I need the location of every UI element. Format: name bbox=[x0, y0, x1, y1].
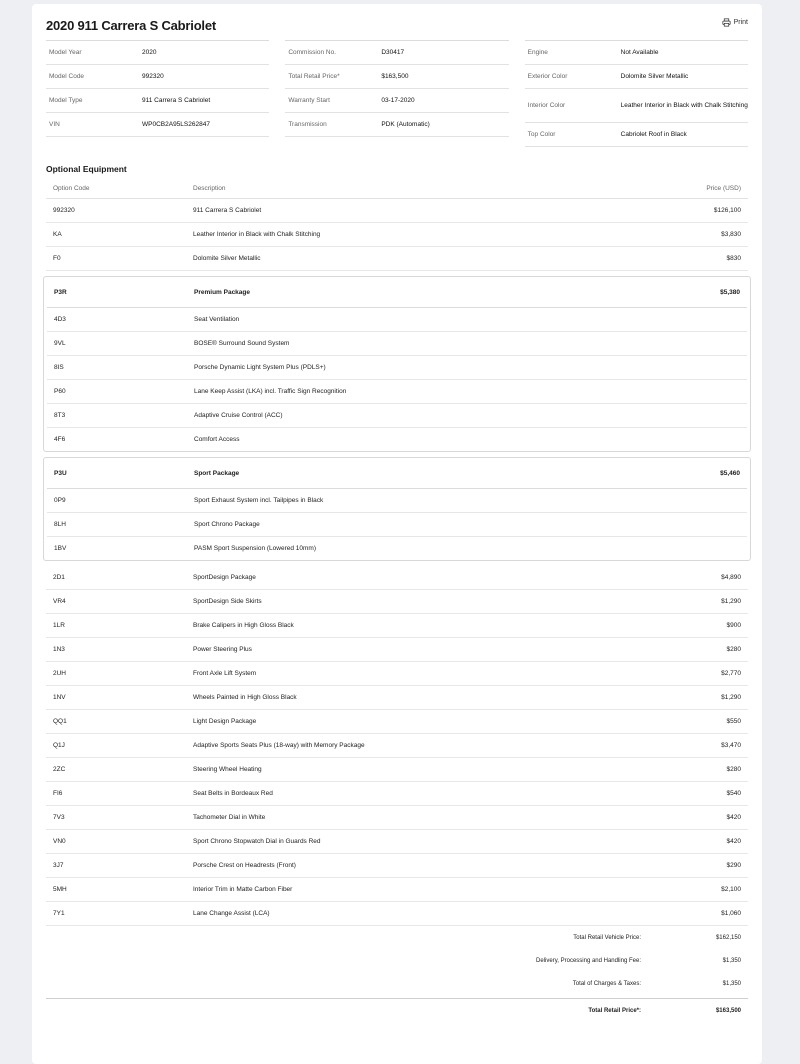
summary-label: Delivery, Processing and Handling Fee: bbox=[536, 957, 641, 964]
printer-icon bbox=[722, 18, 731, 27]
option-description: Sport Chrono Stopwatch Dial in Guards Red bbox=[193, 838, 321, 845]
option-description: Comfort Access bbox=[194, 436, 240, 443]
window-sticker-card bbox=[32, 4, 762, 1064]
option-description: Seat Belts in Bordeaux Red bbox=[193, 790, 273, 797]
summary-row bbox=[46, 972, 748, 995]
option-price: $3,470 bbox=[721, 742, 741, 749]
summary-label: Total Retail Vehicle Price: bbox=[573, 934, 641, 941]
info-label: Exterior Color bbox=[527, 73, 568, 80]
info-label: Model Year bbox=[49, 49, 82, 56]
option-code: 1N3 bbox=[53, 646, 65, 653]
option-description: Wheels Painted in High Gloss Black bbox=[193, 694, 297, 701]
option-code: 4F6 bbox=[54, 436, 66, 443]
info-label: Commission No. bbox=[288, 49, 337, 56]
info-value: 992320 bbox=[142, 72, 164, 80]
info-value: $163,500 bbox=[381, 72, 409, 80]
info-row bbox=[285, 41, 508, 65]
summary-row bbox=[46, 926, 748, 949]
summary-label: Total of Charges & Taxes: bbox=[572, 980, 641, 987]
vehicle-info bbox=[46, 40, 748, 147]
option-description: SportDesign Side Skirts bbox=[193, 598, 262, 605]
summary-value: $1,350 bbox=[722, 980, 741, 987]
option-code: VR4 bbox=[53, 598, 66, 605]
option-code: 2D1 bbox=[53, 574, 65, 581]
table-row bbox=[47, 513, 747, 537]
option-price: $420 bbox=[726, 838, 741, 845]
table-row bbox=[46, 662, 748, 686]
option-price: $3,830 bbox=[721, 231, 741, 238]
option-description: 911 Carrera S Cabriolet bbox=[193, 207, 262, 214]
table-row bbox=[47, 489, 747, 513]
option-description: Front Axle Lift System bbox=[193, 670, 257, 677]
option-code: 9VL bbox=[54, 340, 66, 347]
option-code: F0 bbox=[53, 255, 61, 262]
header-price: Price (USD) bbox=[706, 185, 741, 192]
table-row bbox=[46, 566, 748, 590]
option-price: $1,290 bbox=[721, 598, 741, 605]
info-column-3 bbox=[525, 40, 748, 147]
table-row bbox=[46, 854, 748, 878]
info-value: Cabriolet Roof in Black bbox=[620, 130, 687, 138]
option-description: Adaptive Cruise Control (ACC) bbox=[194, 412, 283, 419]
info-label: VIN bbox=[49, 121, 60, 128]
info-value: Dolomite Silver Metallic bbox=[620, 72, 689, 80]
info-label: Interior Color bbox=[527, 102, 566, 109]
info-label: Total Retail Price* bbox=[288, 73, 340, 80]
option-description: PASM Sport Suspension (Lowered 10mm) bbox=[194, 545, 316, 552]
option-price: $1,060 bbox=[721, 910, 741, 917]
table-row bbox=[46, 758, 748, 782]
info-value: 911 Carrera S Cabriolet bbox=[142, 96, 211, 104]
info-value: PDK (Automatic) bbox=[381, 120, 430, 128]
option-description: Sport Package bbox=[194, 469, 240, 477]
option-price: $290 bbox=[726, 862, 741, 869]
option-description: Leather Interior in Black with Chalk Stitching bbox=[193, 231, 321, 238]
info-row bbox=[525, 89, 748, 123]
option-description: Lane Keep Assist (LKA) incl. Traffic Sign Recognition bbox=[194, 388, 347, 395]
option-code: 992320 bbox=[53, 207, 75, 214]
option-description: Porsche Dynamic Light System Plus (PDLS+) bbox=[194, 364, 326, 371]
info-label: Top Color bbox=[527, 131, 556, 138]
option-price: $550 bbox=[726, 718, 741, 725]
option-price: $2,100 bbox=[721, 886, 741, 893]
table-row bbox=[46, 782, 748, 806]
option-description: Lane Change Assist (LCA) bbox=[193, 910, 270, 917]
option-code: P3U bbox=[54, 469, 67, 477]
option-code: P60 bbox=[54, 388, 66, 395]
option-description: Tachometer Dial in White bbox=[193, 814, 266, 821]
info-value: D30417 bbox=[381, 48, 405, 56]
info-value: 03-17-2020 bbox=[381, 96, 415, 104]
table-row bbox=[46, 710, 748, 734]
page-title: 2020 911 Carrera S Cabriolet bbox=[46, 18, 217, 33]
table-row bbox=[46, 614, 748, 638]
option-code: 1NV bbox=[53, 694, 66, 701]
info-value: WP0CB2A95LS262847 bbox=[142, 120, 210, 128]
option-code: Q1J bbox=[53, 742, 65, 749]
option-description: Steering Wheel Heating bbox=[193, 766, 262, 773]
option-code: FI6 bbox=[53, 790, 63, 797]
info-label: Warranty Start bbox=[288, 97, 330, 104]
option-description: Premium Package bbox=[194, 288, 251, 296]
table-row bbox=[47, 308, 747, 332]
table-row bbox=[46, 830, 748, 854]
table-row bbox=[46, 902, 748, 926]
info-label: Engine bbox=[527, 49, 548, 56]
summary-value: $1,350 bbox=[722, 957, 741, 964]
table-row bbox=[46, 806, 748, 830]
info-value: Not Available bbox=[620, 48, 659, 56]
info-row bbox=[525, 41, 748, 65]
total-value: $163,500 bbox=[715, 1007, 741, 1014]
table-row bbox=[46, 590, 748, 614]
option-code: 4D3 bbox=[54, 316, 66, 323]
option-code: KA bbox=[53, 231, 62, 238]
option-price: $4,890 bbox=[721, 574, 741, 581]
info-value: 2020 bbox=[142, 48, 157, 56]
option-price: $2,770 bbox=[721, 670, 741, 677]
info-label: Transmission bbox=[288, 121, 327, 128]
table-header bbox=[46, 179, 748, 199]
option-description: Adaptive Sports Seats Plus (18-way) with Memory Package bbox=[193, 742, 365, 749]
option-price: $5,380 bbox=[720, 288, 740, 296]
header-option-code: Option Code bbox=[53, 185, 90, 192]
table-row bbox=[46, 686, 748, 710]
total-row bbox=[46, 998, 748, 1022]
package-group bbox=[43, 457, 751, 561]
price-summary bbox=[46, 926, 748, 1022]
option-price: $420 bbox=[726, 814, 741, 821]
info-row bbox=[525, 65, 748, 89]
info-row bbox=[285, 89, 508, 113]
option-code: 1BV bbox=[54, 545, 67, 552]
option-code: 2ZC bbox=[53, 766, 66, 773]
table-row bbox=[47, 404, 747, 428]
info-column-2 bbox=[285, 40, 508, 147]
info-row bbox=[285, 65, 508, 89]
option-description: Porsche Crest on Headrests (Front) bbox=[193, 862, 296, 869]
option-description: Sport Exhaust System incl. Tailpipes in Black bbox=[194, 497, 324, 504]
table-row bbox=[47, 537, 747, 560]
package-group bbox=[43, 276, 751, 452]
option-code: P3R bbox=[54, 288, 67, 296]
option-price: $280 bbox=[726, 766, 741, 773]
table-row bbox=[46, 247, 748, 271]
option-code: 8LH bbox=[54, 521, 66, 528]
info-column-1 bbox=[46, 40, 269, 147]
table-row bbox=[47, 380, 747, 404]
table-row bbox=[46, 734, 748, 758]
option-description: Brake Calipers in High Gloss Black bbox=[193, 622, 294, 629]
table-row bbox=[46, 878, 748, 902]
table-row bbox=[47, 332, 747, 356]
option-code: 3J7 bbox=[53, 862, 64, 869]
option-price: $900 bbox=[726, 622, 741, 629]
print-label: Print bbox=[733, 19, 748, 26]
option-code: VN0 bbox=[53, 838, 66, 845]
option-code: QQ1 bbox=[53, 718, 67, 725]
option-description: Interior Trim in Matte Carbon Fiber bbox=[193, 886, 293, 893]
info-label: Model Code bbox=[49, 73, 85, 80]
table-row bbox=[47, 428, 747, 451]
option-price: $280 bbox=[726, 646, 741, 653]
options-table bbox=[46, 179, 748, 1022]
info-row bbox=[285, 113, 508, 137]
info-row bbox=[46, 89, 269, 113]
total-label: Total Retail Price*: bbox=[588, 1007, 641, 1014]
option-code: 2UH bbox=[53, 670, 67, 677]
info-row bbox=[46, 41, 269, 65]
option-price: $1,290 bbox=[721, 694, 741, 701]
option-description: BOSE® Surround Sound System bbox=[194, 340, 290, 347]
option-code: 7V3 bbox=[53, 814, 65, 821]
option-description: Power Steering Plus bbox=[193, 646, 252, 653]
table-row bbox=[47, 277, 747, 308]
option-description: SportDesign Package bbox=[193, 574, 256, 581]
option-code: 0P9 bbox=[54, 497, 66, 504]
info-row bbox=[525, 123, 748, 147]
option-code: 8IS bbox=[54, 364, 64, 371]
table-row bbox=[47, 458, 747, 489]
option-price: $830 bbox=[726, 255, 741, 262]
option-description: Dolomite Silver Metallic bbox=[193, 255, 261, 262]
option-price: $540 bbox=[726, 790, 741, 797]
option-description: Sport Chrono Package bbox=[194, 521, 260, 528]
info-label: Model Type bbox=[49, 97, 83, 104]
summary-row bbox=[46, 949, 748, 972]
option-description: Light Design Package bbox=[193, 718, 257, 725]
print-button[interactable] bbox=[722, 18, 748, 27]
info-row bbox=[46, 65, 269, 89]
table-row bbox=[46, 223, 748, 247]
option-code: 1LR bbox=[53, 622, 65, 629]
option-code: 7Y1 bbox=[53, 910, 65, 917]
table-row bbox=[46, 638, 748, 662]
table-row bbox=[47, 356, 747, 380]
option-price: $126,100 bbox=[713, 207, 741, 214]
optional-equipment-title: Optional Equipment bbox=[46, 164, 127, 174]
option-code: 5MH bbox=[53, 886, 67, 893]
info-row bbox=[46, 113, 269, 137]
option-description: Seat Ventilation bbox=[194, 316, 240, 323]
header-description: Description bbox=[193, 185, 226, 192]
option-price: $5,460 bbox=[720, 469, 740, 477]
table-row bbox=[46, 199, 748, 223]
option-code: 8T3 bbox=[54, 412, 66, 419]
summary-value: $162,150 bbox=[715, 934, 741, 941]
info-value: Leather Interior in Black with Chalk Stitching bbox=[620, 101, 748, 109]
